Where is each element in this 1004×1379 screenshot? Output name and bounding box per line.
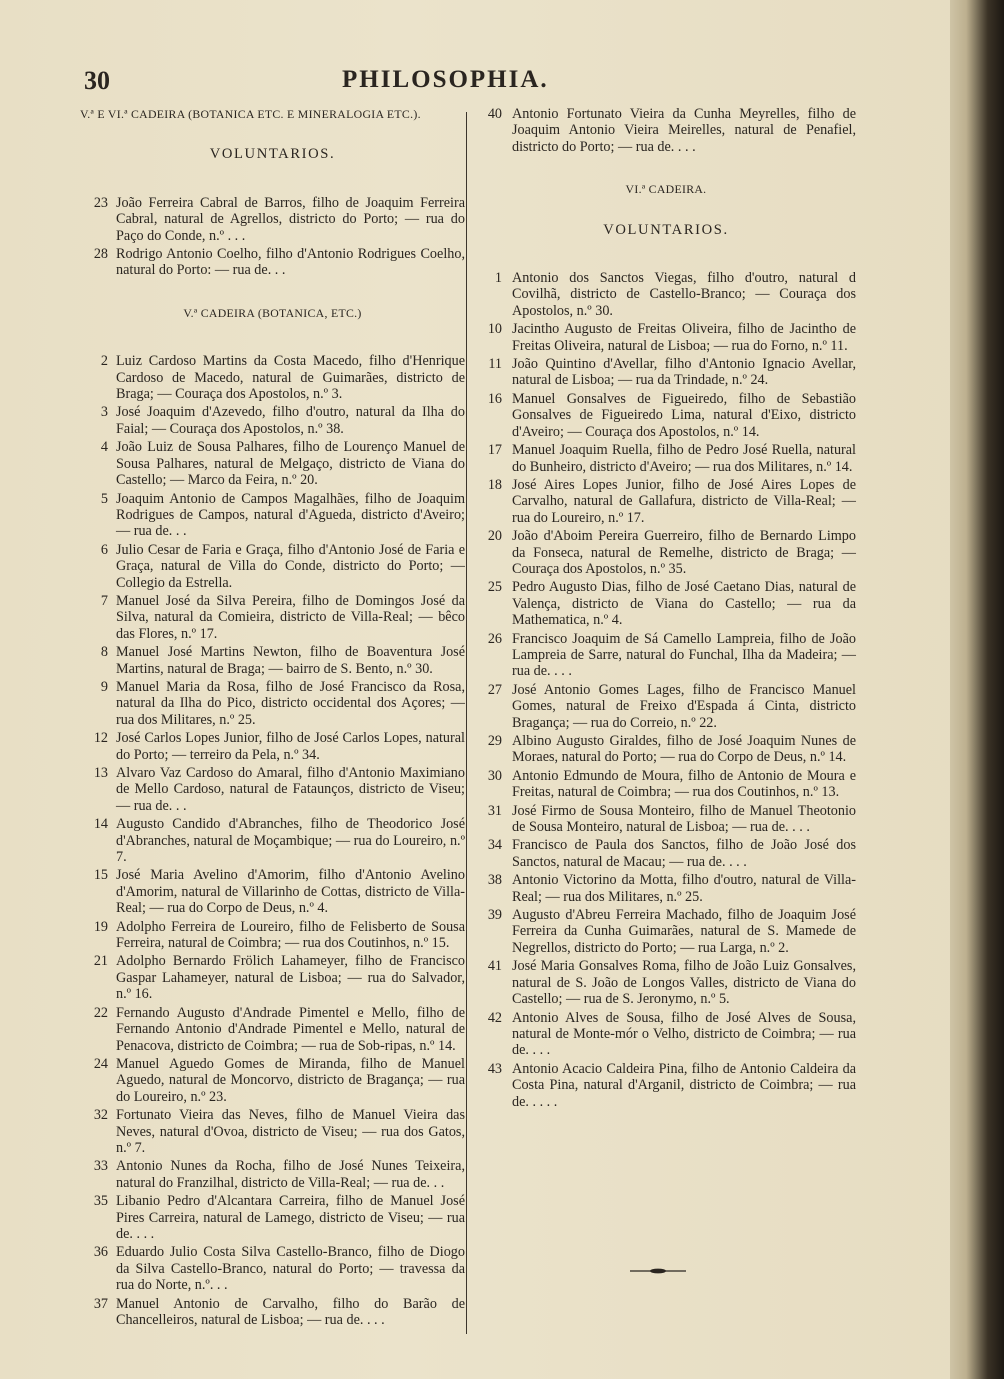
- entry-text: Manuel José Martins Newton, filho de Boaventura José Martins, natural de Braga; — bairro de S. Bento, n.º 30.: [116, 644, 465, 677]
- entry-number: 11: [488, 356, 502, 373]
- entry-text: João Luiz de Sousa Palhares, filho de Lourenço Manuel de Sousa Palhares, natural de Melgaço, districto de Viana do Castello; — Marco da Feira, n.º 20.: [116, 439, 465, 489]
- entry-text: João Ferreira Cabral de Barros, filho de Joaquim Ferreira Cabral, natural de Agrellos, districto do Porto; — rua do Paço do Conde, n.º . . .: [116, 194, 465, 244]
- entry-number: 16: [487, 390, 502, 407]
- entry-number: 33: [93, 1158, 108, 1175]
- entry-text: Antonio Fortunato Vieira da Cunha Meyrelles, filho de Joaquim Antonio Vieira Meirelles, natural de Penafiel, districto do Porto; — rua de. . . .: [512, 106, 856, 155]
- entry-list: [80, 353, 465, 1328]
- entry-number: 29: [487, 733, 502, 749]
- entry-text: José Maria Gonsalves Roma, filho de João Luiz Gonsalves, natural de S. João de Longos Valles, districto de Viana do Castello; — rua de S. Jeronymo, n.º 5.: [512, 958, 856, 1008]
- list-item: [476, 682, 856, 731]
- list-item: [476, 631, 856, 680]
- entry-text: Fortunato Vieira das Neves, filho de Manuel Vieira das Neves, natural d'Ovoa, districto de Viseu; — rua dos Gatos, n.º 7.: [116, 1107, 465, 1156]
- list-item: [476, 477, 856, 526]
- entry-text: José Joaquim d'Azevedo, filho d'outro, natural da Ilha do Faial; — Couraça dos Apostolos, n.º 38.: [116, 404, 465, 437]
- entry-list: [80, 195, 465, 279]
- entry-number: 32: [93, 1107, 108, 1124]
- entry-number: 3: [100, 404, 108, 421]
- entry-number: 38: [487, 872, 502, 889]
- entry-text: Adolpho Ferreira de Loureiro, filho de Felisberto de Sousa Ferreira, natural de Coimbra; — rua dos Coutinhos, n.º 15.: [116, 918, 465, 952]
- entry-number: 4: [100, 439, 108, 456]
- list-item: [476, 872, 856, 905]
- list-item: [80, 246, 465, 279]
- list-item: [476, 321, 856, 354]
- list-item: [476, 270, 856, 319]
- entry-text: José Aires Lopes Junior, filho de José Aires Lopes de Carvalho, natural de Gallafura, districto de Villa-Real; — rua do Loureiro, n.º 17.: [512, 476, 856, 526]
- list-item: [476, 528, 856, 577]
- entry-number: 7: [100, 592, 108, 609]
- entry-text: Julio Cesar de Faria e Graça, filho d'Antonio José de Faria e Graça, natural de Villa do Conde, districto do Porto; — Collegio da Estrella.: [116, 541, 465, 591]
- list-item: [476, 442, 856, 475]
- entry-text: José Maria Avelino d'Amorim, filho d'Antonio Avelino d'Amorim, natural de Villarinho de Cottas, districto de Villa-Real; — rua do Corpo de Deus, n.º 4.: [116, 867, 465, 917]
- section-heading: V.ª CADEIRA (BOTANICA, ETC.): [183, 305, 362, 320]
- entry-number: 41: [487, 958, 502, 975]
- list-item: [80, 1158, 465, 1191]
- entry-number: 36: [93, 1244, 108, 1261]
- entry-number: 23: [93, 194, 108, 211]
- list-item: [476, 803, 856, 836]
- list-item: [80, 593, 465, 642]
- entry-number: 10: [487, 321, 502, 338]
- entry-number: 17: [487, 442, 502, 459]
- list-item: [80, 439, 465, 488]
- list-item: [80, 404, 465, 437]
- entry-text: Adolpho Bernardo Frölich Lahameyer, filho de Francisco Gaspar Lahameyer, natural de Lisboa; — rua do Salvador, n.º 16.: [116, 953, 465, 1003]
- list-item: [80, 1244, 465, 1293]
- entry-number: 14: [93, 816, 108, 833]
- section-heading: VI.ª CADEIRA.: [625, 182, 707, 197]
- entry-text: Manuel José da Silva Pereira, filho de Domingos José da Silva, natural da Comieira, districto de Villa-Real; — bêco das Flores, n.º 17.: [116, 592, 465, 642]
- list-item: [80, 919, 465, 952]
- list-item: [80, 816, 465, 865]
- list-item: [80, 1056, 465, 1105]
- entry-number: 42: [487, 1009, 502, 1026]
- entry-number: 5: [100, 490, 108, 507]
- entry-text: Francisco Joaquim de Sá Camello Lampreia, filho de João Lampreia de Sarre, natural do Funchal, Ilha da Madeira; — rua de. . . .: [512, 630, 856, 680]
- book-spine: [950, 0, 1004, 1379]
- list-item: [476, 579, 856, 628]
- entry-text: Manuel Antonio de Carvalho, filho do Barão de Chancelleiros, natural de Lisboa; — rua de. . . .: [116, 1295, 465, 1328]
- entry-number: 19: [93, 918, 108, 935]
- section-subheading: VOLUNTARIOS.: [209, 146, 336, 163]
- list-item: [80, 679, 465, 728]
- entry-number: 40: [487, 106, 502, 122]
- entry-list: [476, 270, 856, 1110]
- entry-number: 25: [487, 579, 502, 596]
- entry-number: 24: [93, 1055, 108, 1072]
- running-head: PHILOSOPHIA.: [342, 66, 549, 93]
- entry-text: Manuel Joaquim Ruella, filho de Pedro José Ruella, natural do Bunheiro, districto d'Aveiro; — rua dos Militares, n.º 14.: [512, 442, 856, 475]
- entry-number: 22: [93, 1004, 108, 1021]
- entry-number: 30: [487, 767, 502, 784]
- right-column: [476, 106, 856, 1112]
- entry-text: Augusto Candido d'Abranches, filho de Theodorico José d'Abranches, natural de Moçambique; — rua do Loureiro, n.º 7.: [116, 816, 465, 866]
- page-number: 30: [84, 66, 110, 95]
- entry-text: Antonio Alves de Sousa, filho de José Alves de Sousa, natural de Monte-mór o Velho, districto de Coimbra; — rua de. . . .: [512, 1009, 856, 1059]
- entry-number: 1: [494, 270, 502, 287]
- column-divider: [466, 112, 467, 1334]
- list-item: [476, 907, 856, 956]
- list-item: [476, 768, 856, 801]
- entry-number: 20: [487, 528, 502, 545]
- list-item: [80, 1296, 465, 1329]
- entry-text: Alvaro Vaz Cardoso do Amaral, filho d'Antonio Maximiano de Mello Cardoso, natural de Fataunços, districto de Viseu; — rua de. . .: [116, 765, 465, 814]
- entry-number: 13: [93, 765, 108, 781]
- list-item: [80, 1107, 465, 1156]
- entry-number: 15: [93, 867, 108, 884]
- entry-number: 31: [487, 802, 502, 819]
- entry-text: José Carlos Lopes Junior, filho de José Carlos Lopes, natural do Porto; — terreiro da Pela, n.º 34.: [116, 730, 465, 763]
- entry-number: 37: [93, 1295, 108, 1312]
- list-item: [80, 195, 465, 244]
- list-item: [476, 106, 856, 155]
- entry-number: 2: [100, 353, 108, 370]
- entry-text: Antonio dos Sanctos Viegas, filho d'outro, natural d Covilhã, districto de Castello-Branco; — Couraça dos Apostolos, n.º 30.: [512, 270, 856, 319]
- list-item: [80, 491, 465, 540]
- list-item: [80, 1193, 465, 1242]
- entry-text: Luiz Cardoso Martins da Costa Macedo, filho d'Henrique Cardoso de Macedo, natural de Guimarães, districto de Braga; — Couraça dos Apostolos, n.º 3.: [116, 353, 465, 403]
- list-item: [80, 867, 465, 916]
- entry-number: 35: [93, 1193, 108, 1210]
- section-subheading: VOLUNTARIOS.: [603, 221, 729, 238]
- entry-text: Rodrigo Antonio Coelho, filho d'Antonio Rodrigues Coelho, natural do Porto: — rua de. . .: [116, 246, 465, 279]
- entry-text: Joaquim Antonio de Campos Magalhães, filho de Joaquim Rodrigues de Campos, natural d'Agueda, districto d'Aveiro; — rua de. . .: [116, 490, 465, 540]
- entry-text: Manuel Gonsalves de Figueiredo, filho de Sebastião Gonsalves de Figueiredo Lima, natural d'Eixo, districto d'Aveiro; — Couraça dos Apostolos, n.º 14.: [512, 390, 856, 440]
- entry-text: Augusto d'Abreu Ferreira Machado, filho de Joaquim José Ferreira da Cunha Guimarães, natural de S. Mamede de Negrellos, districto do Porto; — rua Larga, n.º 2.: [512, 907, 856, 956]
- list-item: [80, 953, 465, 1002]
- page-header: [84, 66, 944, 106]
- list-item: [476, 1061, 856, 1110]
- entry-text: João d'Aboim Pereira Guerreiro, filho de Bernardo Limpo da Fonseca, natural de Remelhe, districto de Braga; — Couraça dos Apostolos, n.º 35.: [512, 528, 856, 577]
- entry-number: 28: [93, 246, 108, 263]
- entry-number: 6: [100, 541, 108, 558]
- entry-text: Francisco de Paula dos Sanctos, filho de João José dos Sanctos, natural de Macau; — rua de. . . .: [512, 837, 856, 870]
- entry-text: Antonio Acacio Caldeira Pina, filho de Antonio Caldeira da Costa Pina, natural d'Arganil, districto de Coimbra; — rua de. . . . .: [512, 1060, 856, 1110]
- entry-number: 8: [100, 644, 108, 661]
- entry-text: Antonio Nunes da Rocha, filho de José Nunes Teixeira, natural do Franzilhal, districto de Villa-Real; — rua de. . .: [116, 1158, 465, 1191]
- entry-number: 43: [487, 1060, 502, 1077]
- entry-number: 21: [93, 953, 108, 970]
- entry-number: 12: [93, 730, 108, 747]
- entry-text: Albino Augusto Giraldes, filho de José Joaquim Nunes de Moraes, natural do Porto; — rua do Corpo de Deus, n.º 14.: [512, 733, 856, 766]
- list-item: [476, 391, 856, 440]
- entry-text: Antonio Edmundo de Moura, filho de Antonio de Moura e Freitas, natural de Coimbra; — rua dos Coutinhos, n.º 13.: [512, 767, 856, 801]
- entry-text: João Quintino d'Avellar, filho d'Antonio Ignacio Avellar, natural de Lisboa; — rua da Trindade, n.º 24.: [512, 356, 856, 389]
- entry-text: Manuel Aguedo Gomes de Miranda, filho de Manuel Aguedo, natural de Moncorvo, districto de Bragança; — rua do Loureiro, n.º 23.: [116, 1055, 465, 1105]
- entry-number: 34: [487, 837, 502, 854]
- list-item: [80, 353, 465, 402]
- entry-number: 27: [487, 681, 502, 698]
- list-item: [476, 356, 856, 389]
- list-item: [80, 542, 465, 591]
- entry-text: Jacintho Augusto de Freitas Oliveira, filho de Jacintho de Freitas Oliveira, natural de Lisboa; — rua do Forno, n.º 11.: [512, 321, 856, 354]
- entry-text: Manuel Maria da Rosa, filho de José Francisco da Rosa, natural da Ilha do Pico, districto occidental dos Açores; — rua dos Militares, n.º 25.: [116, 678, 465, 728]
- entry-text: José Firmo de Sousa Monteiro, filho de Manuel Theotonio de Sousa Monteiro, natural de Lisboa; — rua de. . . .: [512, 802, 856, 836]
- list-item: [476, 733, 856, 766]
- left-column: [80, 106, 465, 1330]
- entry-number: 39: [487, 907, 502, 924]
- list-item: [476, 958, 856, 1007]
- list-item: [80, 765, 465, 814]
- list-item: [80, 1005, 465, 1054]
- section-heading: V.ª E VI.ª CADEIRA (BOTANICA ETC. E MINERALOGIA ETC.).: [80, 107, 421, 121]
- list-item: [80, 730, 465, 763]
- list-item: [80, 644, 465, 677]
- entry-text: Antonio Victorino da Motta, filho d'outro, natural de Villa-Real; — rua dos Militares, n.º 25.: [512, 872, 856, 905]
- list-item: [476, 837, 856, 870]
- entry-text: José Antonio Gomes Lages, filho de Francisco Manuel Gomes, natural de Freixo d'Espada á Cinta, districto Bragança; — rua do Correio, n.º 22.: [512, 681, 856, 731]
- entry-number: 9: [100, 678, 108, 695]
- entry-number: 18: [487, 476, 502, 493]
- entry-text: Libanio Pedro d'Alcantara Carreira, filho de Manuel José Pires Carreira, natural de Lamego, districto de Viseu; — rua de. . . .: [116, 1193, 465, 1242]
- entry-text: Fernando Augusto d'Andrade Pimentel e Mello, filho de Fernando Antonio d'Andrade Pimentel e Mello, natural de Penacova, districto de Coimbra; — rua de Sob-ripas, n.º 14.: [116, 1004, 465, 1054]
- list-item: [476, 1010, 856, 1059]
- entry-text: Pedro Augusto Dias, filho de José Caetano Dias, natural de Valença, districto de Viana do Castello; — rua da Mathematica, n.º 4.: [512, 579, 856, 629]
- entry-text: Eduardo Julio Costa Silva Castello-Branco, filho de Diogo da Silva Castello-Branco, natural do Porto; — travessa da rua do Norte, n.º. . .: [116, 1244, 465, 1294]
- entry-number: 26: [487, 630, 502, 647]
- end-ornament: [630, 1268, 686, 1274]
